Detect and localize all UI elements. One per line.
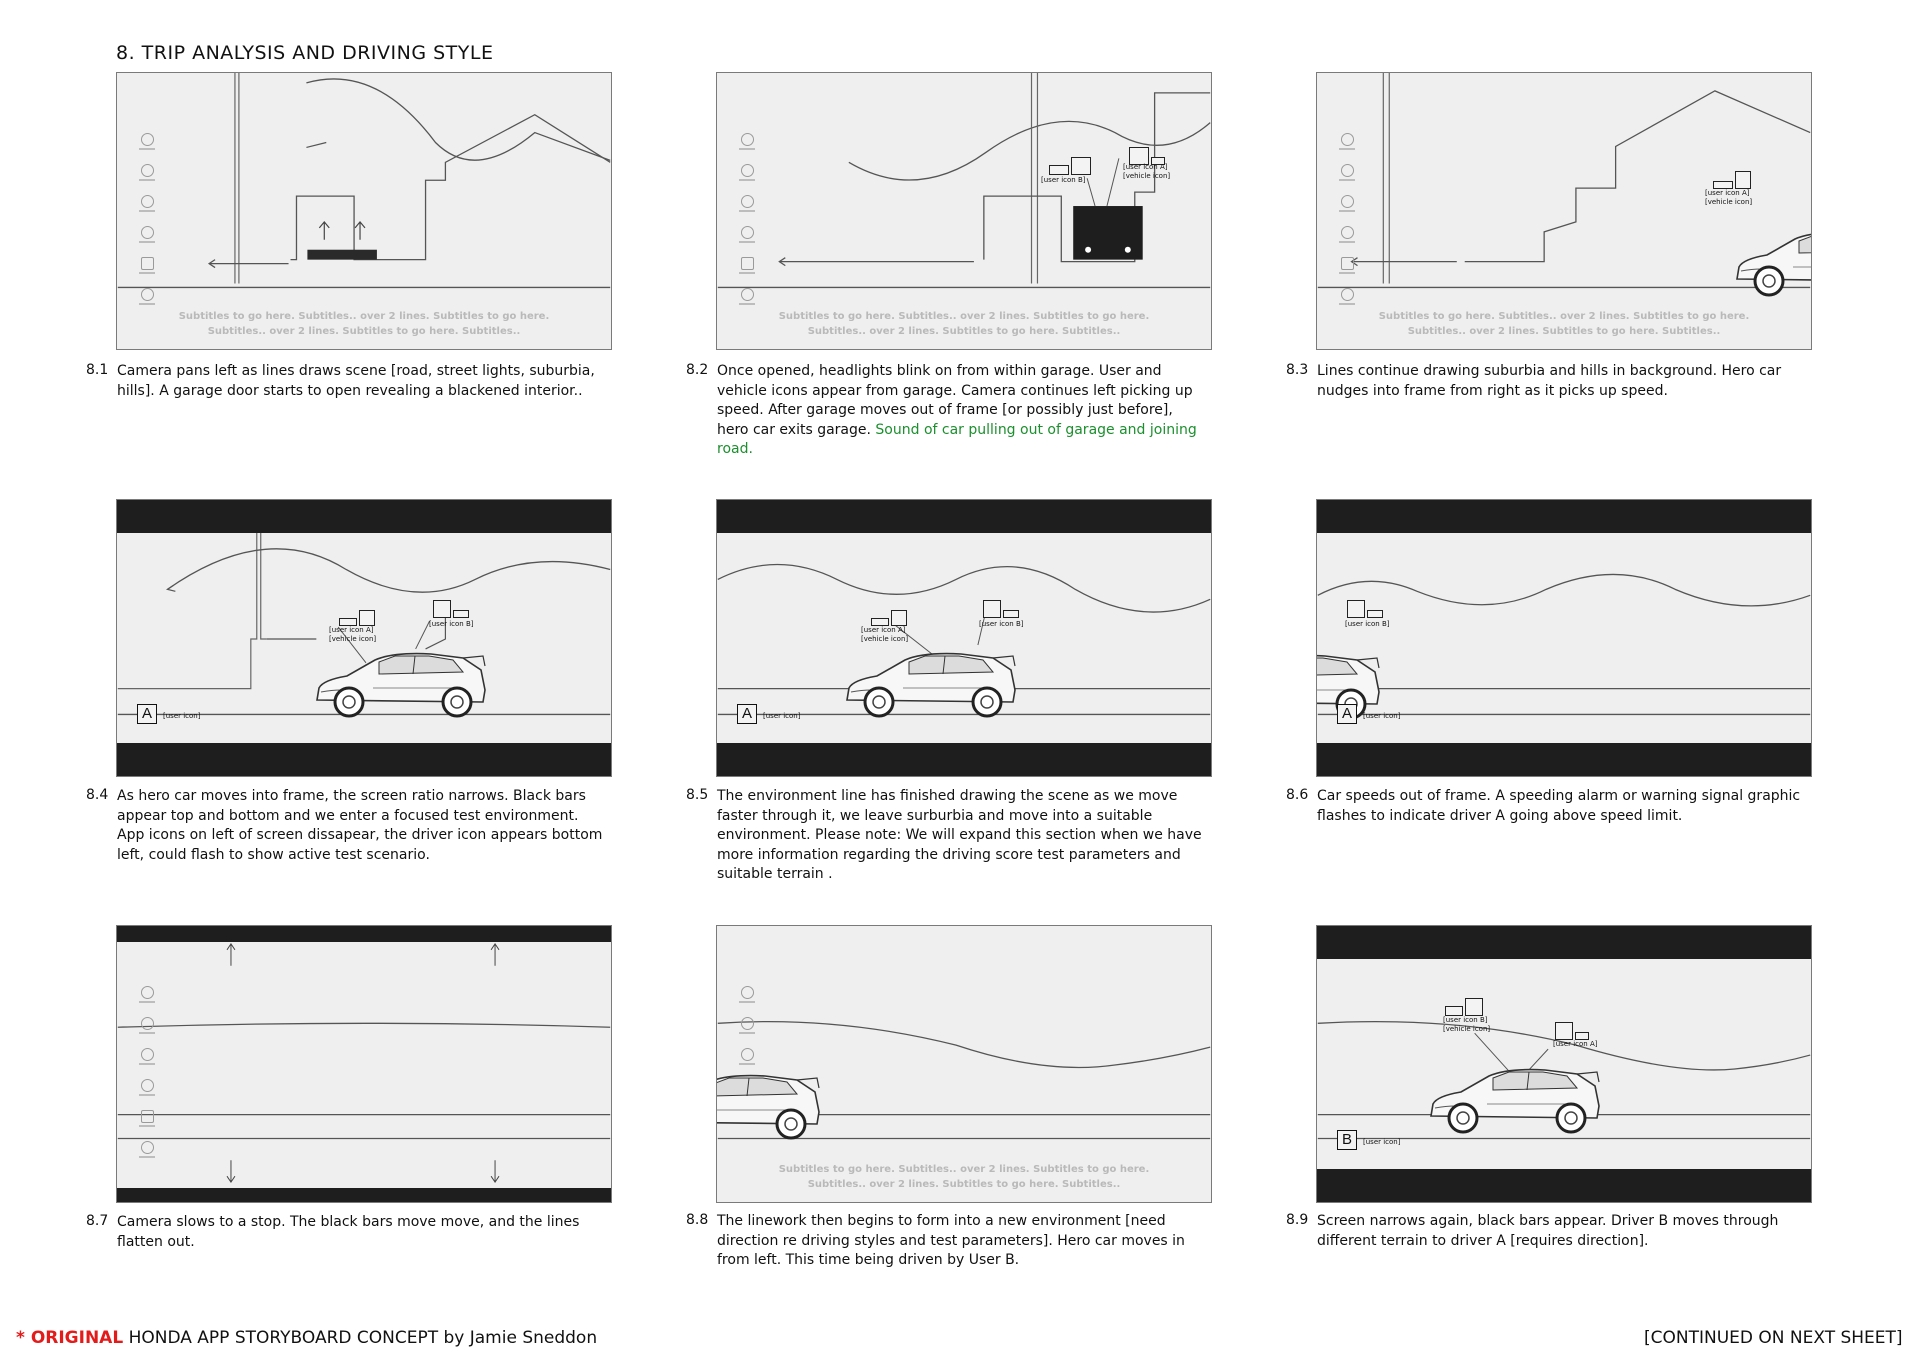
panel-number-8-2: 8.2 bbox=[686, 362, 709, 378]
scene-drawing bbox=[117, 73, 611, 349]
location-icon bbox=[1341, 226, 1354, 239]
phone-icon bbox=[141, 288, 154, 301]
user-icon-b-label: [user icon B] [vehicle icon] bbox=[1443, 1016, 1491, 1033]
frame-8-5 bbox=[716, 499, 1212, 777]
frame-8-6 bbox=[1316, 499, 1812, 777]
user-icon-b-label: [user icon B] bbox=[979, 620, 1024, 628]
panel-number-8-3: 8.3 bbox=[1286, 362, 1309, 378]
frame-8-4 bbox=[116, 499, 612, 777]
letterbox-bar-bottom bbox=[1317, 743, 1811, 776]
letterbox-bar-bottom bbox=[1317, 1169, 1811, 1202]
scene-drawing bbox=[717, 500, 1211, 776]
location-icon bbox=[741, 226, 754, 239]
letterbox-bar-bottom bbox=[717, 743, 1211, 776]
user-icon-label: [user icon] bbox=[1363, 1138, 1401, 1146]
hero-car bbox=[1427, 1064, 1603, 1136]
continued-note: [CONTINUED ON NEXT SHEET] bbox=[1644, 1328, 1903, 1348]
app-icon-column bbox=[739, 133, 755, 319]
user-icon-b-boxes bbox=[1445, 994, 1489, 1016]
panel-number-8-6: 8.6 bbox=[1286, 787, 1309, 803]
gear-icon bbox=[1341, 195, 1354, 208]
location-icon bbox=[141, 1079, 154, 1092]
scene-drawing bbox=[117, 926, 611, 1202]
user-icon-label: [user icon] bbox=[763, 712, 801, 720]
user-icon-a-label: [user icon A] [vehicle icon] bbox=[329, 626, 377, 643]
scene-drawing bbox=[717, 73, 1211, 349]
sheet-title: 8. TRIP ANALYSIS AND DRIVING STYLE bbox=[116, 42, 494, 64]
phone-icon bbox=[1341, 288, 1354, 301]
frame-8-9 bbox=[1316, 925, 1812, 1203]
frame-8-7 bbox=[116, 925, 612, 1203]
panel-description-8-6: Car speeds out of frame. A speeding alarm or warning signal graphic flashes to indicate driver A going above speed limit. bbox=[1317, 788, 1801, 824]
user-icon-a-boxes bbox=[871, 604, 915, 626]
phone-icon bbox=[741, 288, 754, 301]
subtitle: Subtitles to go here. Subtitles.. over 2 lines. Subtitles to go here. Subtitles.. over 2 lines. Subtitles to go here. Subtitles.. bbox=[778, 1164, 1150, 1190]
location-icon bbox=[141, 226, 154, 239]
document-icon bbox=[1341, 257, 1354, 270]
gear-icon bbox=[141, 195, 154, 208]
phone-icon bbox=[141, 1141, 154, 1154]
document-icon bbox=[741, 257, 754, 270]
user-icon-label: [user icon] bbox=[1363, 712, 1401, 720]
gear-icon bbox=[741, 195, 754, 208]
user-icon-a-boxes bbox=[1555, 1018, 1599, 1040]
letterbox-bar-bottom bbox=[117, 1188, 611, 1202]
footer-credit-text: HONDA APP STORYBOARD CONCEPT by Jamie Sneddon bbox=[123, 1328, 598, 1348]
frame-8-2 bbox=[716, 72, 1212, 350]
driver-b-badge: B bbox=[1337, 1130, 1357, 1150]
panel-description-8-9: Screen narrows again, black bars appear. Driver B moves through different terrain to driver A [requires direction]. bbox=[1317, 1213, 1779, 1249]
user-icon-a-label: [user icon A] [vehicle icon] bbox=[861, 626, 909, 643]
frame-8-1 bbox=[116, 72, 612, 350]
app-icon-column bbox=[1339, 133, 1355, 319]
gear-icon bbox=[741, 1048, 754, 1061]
scene-drawing bbox=[717, 926, 1211, 1202]
sound-note: Sound of car pulling out of garage and joining road. bbox=[717, 421, 1197, 457]
driver-a-badge: A bbox=[137, 704, 157, 724]
panel-number-8-1: 8.1 bbox=[86, 362, 109, 378]
panel-description-8-2: Once opened, headlights blink on from within garage. User and vehicle icons appear from garage. Camera continues left picking up speed. After garage moves out of frame [or possibly just before], hero car exits garage. Sound of car pulling out of garage and joining road. bbox=[717, 363, 1197, 457]
user-icon-b-boxes bbox=[1049, 153, 1093, 175]
speedometer-icon bbox=[1341, 133, 1354, 146]
panel-number-8-8: 8.8 bbox=[686, 1212, 709, 1228]
footer-original: ORIGINAL bbox=[30, 1328, 124, 1348]
letterbox-bar-top bbox=[717, 500, 1211, 533]
panel-description-8-1: Camera pans left as lines draws scene [road, street lights, suburbia, hills]. A garage door starts to open revealing a blackened interior.. bbox=[117, 363, 595, 399]
subtitle: Subtitles to go here. Subtitles.. over 2 lines. Subtitles to go here. Subtitles.. over 2 lines. Subtitles to go here. Subtitles.. bbox=[1378, 311, 1750, 337]
letterbox-bar-bottom bbox=[117, 743, 611, 776]
speedometer-icon bbox=[741, 133, 754, 146]
settings-icon bbox=[741, 164, 754, 177]
hero-car bbox=[716, 1070, 823, 1142]
user-icon-a-boxes bbox=[1129, 143, 1173, 165]
settings-icon bbox=[141, 164, 154, 177]
user-icon-b-boxes bbox=[983, 596, 1027, 618]
panel-description-8-8: The linework then begins to form into a new environment [need direction re driving styles and test parameters]. Hero car moves in from left. This time being driven by User B. bbox=[717, 1213, 1185, 1268]
speedometer-icon bbox=[141, 133, 154, 146]
letterbox-bar-top bbox=[117, 500, 611, 533]
footer-credit bbox=[16, 1328, 597, 1348]
document-icon bbox=[141, 257, 154, 270]
panel-description-8-7: Camera slows to a stop. The black bars move move, and the lines flatten out. bbox=[117, 1214, 580, 1250]
letterbox-bar-top bbox=[1317, 926, 1811, 959]
user-icon-a-boxes bbox=[339, 604, 383, 626]
frame-8-3 bbox=[1316, 72, 1812, 350]
speedometer-icon bbox=[741, 986, 754, 999]
panel-number-8-7: 8.7 bbox=[86, 1213, 109, 1229]
hero-car bbox=[843, 648, 1019, 720]
driver-a-badge: A bbox=[737, 704, 757, 724]
document-icon bbox=[141, 1110, 154, 1123]
user-icon-b-boxes bbox=[1347, 596, 1391, 618]
panel-description-8-5: The environment line has finished drawing the scene as we move faster through it, we leave surburbia and move into a suitable environment. Please note: We will expand this section when we have more information regarding the driving score test parameters and suitable terrain . bbox=[717, 788, 1202, 882]
user-icon-b-label: [user icon B] bbox=[1345, 620, 1390, 628]
app-icon-column bbox=[139, 133, 155, 319]
driver-a-badge: A bbox=[1337, 704, 1357, 724]
hero-car bbox=[313, 648, 489, 720]
letterbox-bar-top bbox=[1317, 500, 1811, 533]
scene-drawing bbox=[1317, 73, 1811, 349]
user-icon-a-boxes bbox=[1713, 167, 1757, 189]
panel-number-8-9: 8.9 bbox=[1286, 1212, 1309, 1228]
user-icon-b-boxes bbox=[433, 596, 477, 618]
settings-icon bbox=[141, 1017, 154, 1030]
user-icon-b-label: [user icon B] bbox=[1041, 176, 1086, 184]
user-icon-a-label: [user icon A] [vehicle icon] bbox=[1705, 189, 1753, 206]
scene-drawing bbox=[1317, 500, 1811, 776]
gear-icon bbox=[141, 1048, 154, 1061]
subtitle: Subtitles to go here. Subtitles.. over 2 lines. Subtitles to go here. Subtitles.. over 2 lines. Subtitles to go here. Subtitles.. bbox=[178, 311, 550, 337]
footer-star: * bbox=[16, 1328, 31, 1348]
hero-car bbox=[1733, 227, 1812, 299]
panel-number-8-4: 8.4 bbox=[86, 787, 109, 803]
panel-description-8-4: As hero car moves into frame, the screen ratio narrows. Black bars appear top and bottom and we enter a focused test environment. App icons on left of screen dissapear, the driver icon appears bottom left, could flash to show active test scenario. bbox=[117, 788, 603, 863]
user-icon-a-label: [user icon A] bbox=[1553, 1040, 1598, 1048]
user-icon-b-label: [user icon B] bbox=[429, 620, 474, 628]
speedometer-icon bbox=[141, 986, 154, 999]
user-icon-label: [user icon] bbox=[163, 712, 201, 720]
letterbox-bar-top bbox=[117, 926, 611, 942]
settings-icon bbox=[1341, 164, 1354, 177]
app-icon-column bbox=[739, 986, 755, 1079]
user-icon-a-label: [user icon A] [vehicle icon] bbox=[1123, 163, 1171, 180]
app-icon-column bbox=[139, 986, 155, 1172]
panel-number-8-5: 8.5 bbox=[686, 787, 709, 803]
frame-8-8 bbox=[716, 925, 1212, 1203]
subtitle: Subtitles to go here. Subtitles.. over 2 lines. Subtitles to go here. Subtitles.. over 2 lines. Subtitles to go here. Subtitles.. bbox=[778, 311, 1150, 337]
settings-icon bbox=[741, 1017, 754, 1030]
panel-description-8-3: Lines continue drawing suburbia and hills in background. Hero car nudges into frame from right as it picks up speed. bbox=[1317, 363, 1782, 399]
